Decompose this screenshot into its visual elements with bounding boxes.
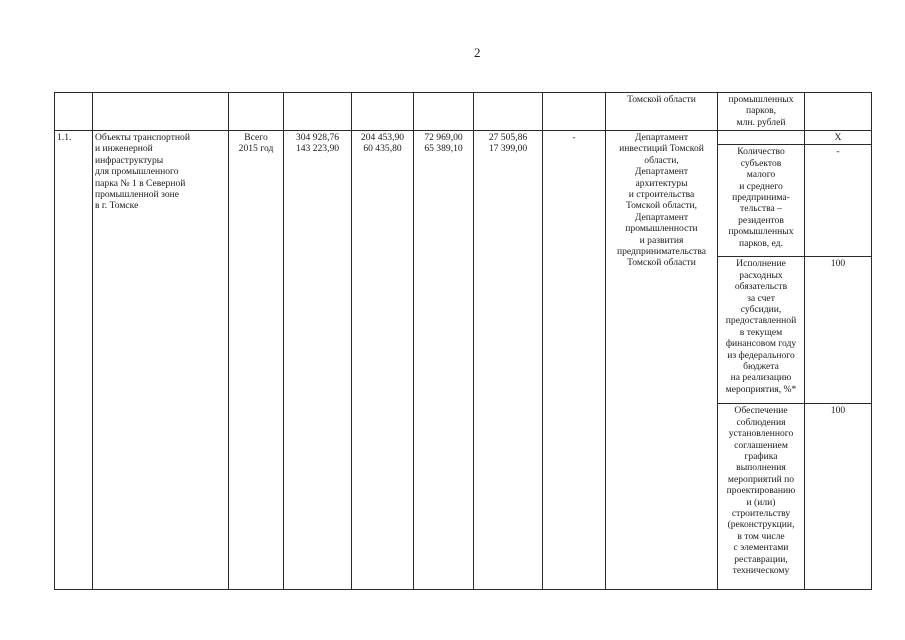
cont-num-cell: [55, 93, 93, 131]
regional-amount-all: 72 969,00: [424, 132, 463, 143]
table-row: [55, 131, 872, 145]
local-amount-cell: [474, 131, 543, 590]
local-amount-2015: 17 399,00: [488, 143, 528, 155]
page-number: 2: [474, 45, 481, 60]
cont-local-cell: [474, 93, 543, 131]
indicator-name-cell: [718, 131, 805, 145]
executor-cell: Департамент инвестиций Томской области, Департамент архитектуры и строительства Томской области, Департамент промышленности и развития предпринимательства Томской области: [606, 131, 718, 590]
local-amount-all: 27 505,86: [488, 132, 528, 143]
row-number-cell: [55, 131, 93, 590]
program-table: [54, 92, 872, 590]
cont-value-cell: [805, 93, 872, 131]
indicator-name-cell: Обеспечение соблюдения установленного соглашением графика выполнения мероприятий по проектированию и (или) строительству (реконструкции, в том числе с элементами реставрации, техническому: [718, 404, 805, 590]
row-number: 1.1.: [57, 132, 72, 143]
indicator-name-cell: Исполнение расходных обязательств за счет субсидии, предоставленной в текущем финансовом году из федерального бюджета на реализацию мероприятия, %*: [718, 257, 805, 404]
indicator-value-cell: -: [805, 145, 872, 257]
federal-amount-cell: [352, 131, 414, 590]
cont-period-cell: [229, 93, 284, 131]
cont-executor-cell: Томской области: [606, 93, 718, 131]
indicator-value-cell: 100: [805, 404, 872, 590]
object-name-cell: Объекты транспортной и инженерной инфраструктуры для промышленного парка № 1 в Северной промышленной зоне в г. Томске: [93, 131, 229, 590]
cont-name-cell: [93, 93, 229, 131]
cont-regional-cell: [414, 93, 474, 131]
indicator-value-cell: X: [805, 131, 872, 145]
total-amount-2015: 143 223,90: [295, 143, 340, 155]
other-amount-cell: [543, 131, 606, 590]
period-year-label: 2015 год: [238, 143, 274, 155]
federal-amount-all: 204 453,90: [360, 132, 405, 143]
regional-amount-cell: [414, 131, 474, 590]
federal-amount-2015: 60 435,80: [363, 143, 402, 155]
cont-total-cell: [284, 93, 352, 131]
total-amount-cell: [284, 131, 352, 590]
other-amount-all: -: [572, 132, 576, 143]
cont-federal-cell: [352, 93, 414, 131]
total-amount-all: 304 928,76: [295, 132, 340, 143]
regional-amount-2015: 65 389,10: [424, 143, 463, 155]
indicator-name-cell: Количество субъектов малого и среднего предпринима- тельства – резидентов промышленных парков, ед.: [718, 145, 805, 257]
continuation-row: [55, 93, 872, 131]
cont-other-cell: [543, 93, 606, 131]
cont-indicator-cell: промышленных парков, млн. рублей: [718, 93, 805, 131]
period-total-label: Всего: [244, 132, 268, 143]
indicator-value-cell: 100: [805, 257, 872, 404]
period-cell: [229, 131, 284, 590]
